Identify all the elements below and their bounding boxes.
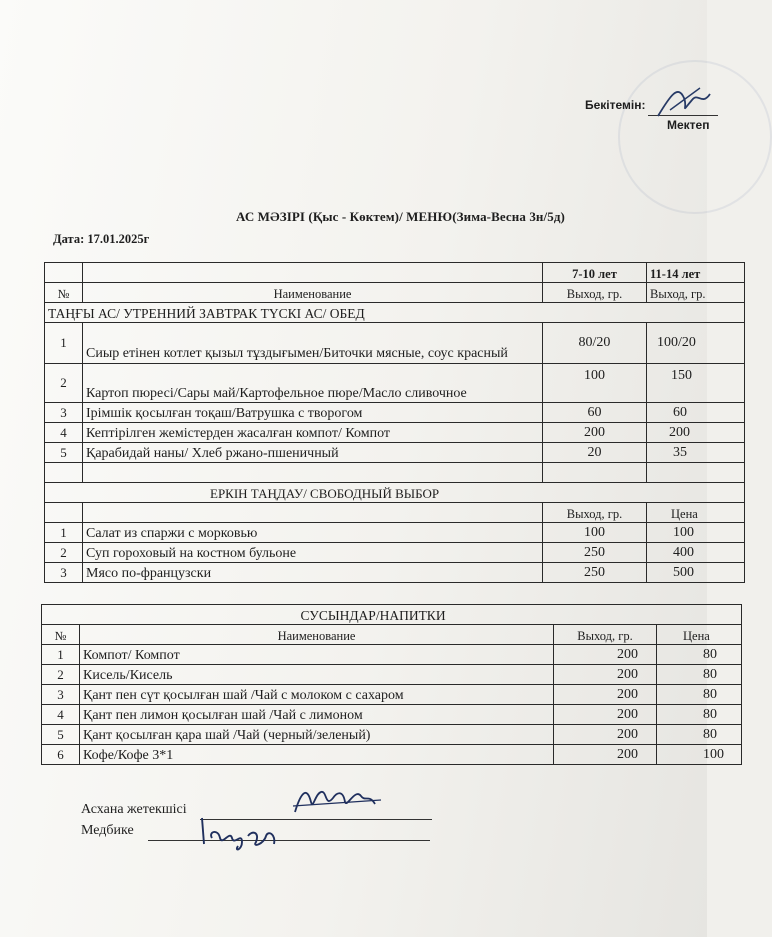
free-choice-header-row	[45, 503, 745, 523]
drinks-header-row	[42, 625, 742, 645]
col-yield-header-2: Выход, гр.	[647, 283, 745, 303]
menu-title: АС МӘЗІРІ (Қыс - Көктем)/ МЕНЮ(Зима-Весна 3н/5д)	[236, 209, 565, 224]
drinks-col-name-header: Наименование	[80, 625, 554, 645]
table-row: 2 Кисель/Кисель 200 80	[42, 665, 742, 685]
col-yield-header-1: Выход, гр.	[543, 283, 647, 303]
approval-label: Бекітемін:	[585, 98, 646, 112]
header-row-columns	[45, 283, 745, 303]
header-row-age	[45, 263, 745, 283]
table-row: 4 Қант пен лимон қосылған шай /Чай с лимоном 200 80	[42, 705, 742, 725]
table-row: 3 Мясо по-французски 250 500	[45, 563, 745, 583]
menu-date: Дата: 17.01.2025г	[53, 232, 150, 246]
empty-row	[45, 463, 745, 483]
table-row: 1 Сиыр етінен котлет қызыл тұздығымен/Биточки мясные, соус красный 80/20 100/20	[45, 323, 745, 364]
free-choice-title: ЕРКІН ТАҢДАУ/ СВОБОДНЫЙ ВЫБОР	[45, 483, 745, 503]
drinks-table	[41, 604, 742, 765]
free-col-price-header: Цена	[647, 503, 745, 523]
table-row: 6 Кофе/Кофе 3*1 200 100	[42, 745, 742, 765]
table-row: 2 Картоп пюресі/Сары май/Картофельное пюре/Масло сливочное 100 150	[45, 364, 745, 403]
age-group-1: 7-10 лет	[543, 263, 647, 283]
drinks-col-price-header: Цена	[657, 625, 742, 645]
table-row: 3 Ірімшік қосылған тоқаш/Ватрушка с творогом 60 60	[45, 403, 745, 423]
age-group-2: 11-14 лет	[647, 263, 745, 283]
drinks-title: СУСЫНДАР/НАПИТКИ	[42, 605, 742, 625]
col-name-header: Наименование	[83, 283, 543, 303]
approval-position: Мектеп	[667, 118, 710, 132]
canteen-head-label: Асхана жетекшісі	[81, 802, 187, 817]
table-row: 5 Қант қосылған қара шай /Чай (черный/зеленый) 200 80	[42, 725, 742, 745]
table-row: 2 Суп гороховый на костном бульоне 250 400	[45, 543, 745, 563]
drinks-title-row	[42, 605, 742, 625]
nurse-label: Медбике	[81, 823, 134, 838]
free-col-yield-header: Выход, гр.	[543, 503, 647, 523]
canteen-head-signature-icon	[285, 782, 395, 822]
table-row: 1 Салат из спаржи с морковью 100 100	[45, 523, 745, 543]
nurse-signature-icon	[190, 812, 290, 854]
main-menu-table	[44, 262, 745, 583]
table-row: 3 Қант пен сүт қосылған шай /Чай с молоком с сахаром 200 80	[42, 685, 742, 705]
meal-section-title: ТАҢҒЫ АС/ УТРЕННИЙ ЗАВТРАК ТҮСКІ АС/ ОБЕД	[45, 303, 745, 323]
col-no-header: №	[45, 283, 83, 303]
table-row: 1 Компот/ Компот 200 80	[42, 645, 742, 665]
section-row-meal	[45, 303, 745, 323]
section-row-free-choice	[45, 483, 745, 503]
table-row: 5 Қарабидай наны/ Хлеб ржано-пшеничный 20 35	[45, 443, 745, 463]
table-row: 4 Кептірілген жемістерден жасалған компот/ Компот 200 200	[45, 423, 745, 443]
director-signature-icon	[640, 76, 720, 126]
drinks-col-no-header: №	[42, 625, 80, 645]
drinks-col-yield-header: Выход, гр.	[554, 625, 657, 645]
